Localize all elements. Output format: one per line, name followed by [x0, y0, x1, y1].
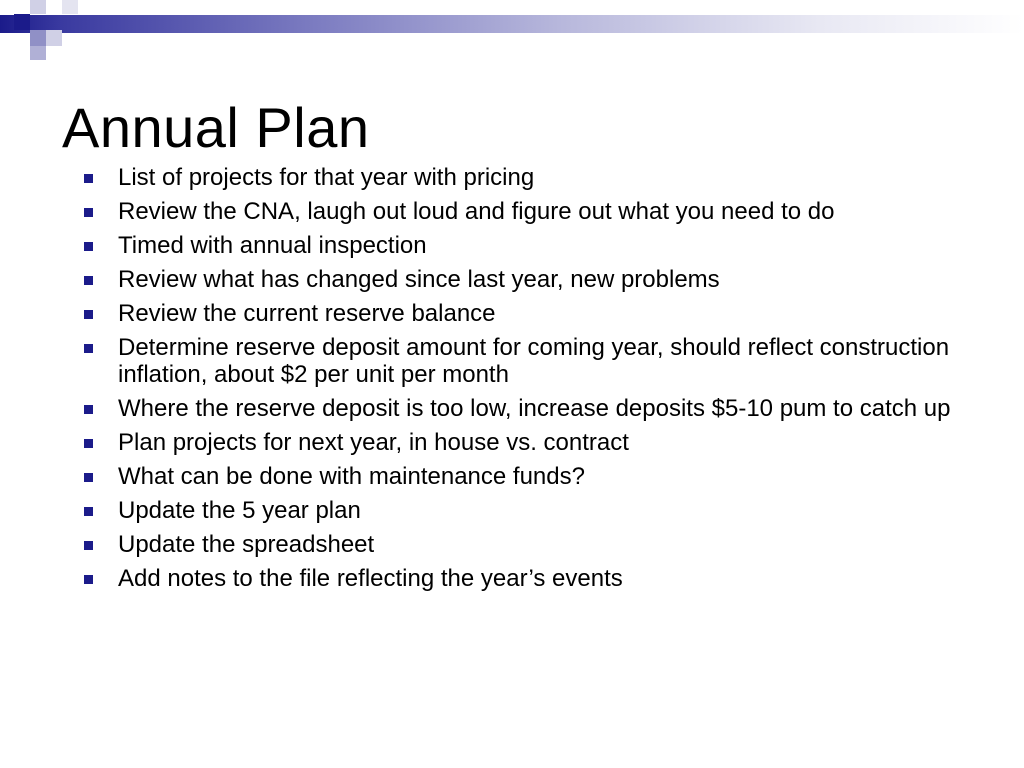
square-bullet-icon — [84, 344, 93, 353]
bullet-text: Determine reserve deposit amount for coming year, should reflect construction inflation, about $2 per unit per month — [118, 334, 950, 388]
decorative-square — [30, 30, 46, 46]
decorative-square — [30, 46, 46, 60]
decorative-square — [30, 0, 46, 14]
square-bullet-icon — [84, 405, 93, 414]
square-bullet-icon — [84, 575, 93, 584]
bullet-item — [82, 497, 982, 524]
bullet-text: Plan projects for next year, in house vs. contract — [118, 429, 629, 456]
bullet-text: Update the 5 year plan — [118, 497, 361, 524]
bullet-item — [82, 266, 982, 293]
bullet-item — [82, 334, 982, 388]
square-bullet-icon — [84, 541, 93, 550]
decorative-square — [62, 0, 78, 14]
bullet-item — [82, 395, 982, 422]
header-gradient-band — [0, 15, 1024, 33]
square-bullet-icon — [84, 473, 93, 482]
decorative-square — [46, 30, 62, 46]
bullet-text: Review what has changed since last year, new problems — [118, 266, 720, 293]
decorative-square — [14, 14, 30, 30]
square-bullet-icon — [84, 507, 93, 516]
bullet-item — [82, 164, 982, 191]
bullet-text: Timed with annual inspection — [118, 232, 427, 259]
bullet-text: List of projects for that year with pricing — [118, 164, 535, 191]
bullet-item — [82, 531, 982, 558]
bullet-item — [82, 232, 982, 259]
bullet-item — [82, 300, 982, 327]
square-bullet-icon — [84, 174, 93, 183]
square-bullet-icon — [84, 208, 93, 217]
bullet-text: Update the spreadsheet — [118, 531, 375, 558]
bullet-text: Review the CNA, laugh out loud and figure out what you need to do — [118, 198, 835, 225]
slide-title: Annual Plan — [62, 96, 370, 159]
square-bullet-icon — [84, 439, 93, 448]
bullet-text: Review the current reserve balance — [118, 300, 496, 327]
square-bullet-icon — [84, 242, 93, 251]
bullet-text: Add notes to the file reflecting the year’s events — [118, 565, 623, 592]
square-bullet-icon — [84, 276, 93, 285]
bullet-list — [82, 164, 982, 599]
square-bullet-icon — [84, 310, 93, 319]
bullet-text: Where the reserve deposit is too low, increase deposits $5-10 pum to catch up — [118, 395, 951, 422]
bullet-item — [82, 198, 982, 225]
bullet-text: What can be done with maintenance funds? — [118, 463, 585, 490]
bullet-item — [82, 565, 982, 592]
bullet-item — [82, 429, 982, 456]
bullet-item — [82, 463, 982, 490]
